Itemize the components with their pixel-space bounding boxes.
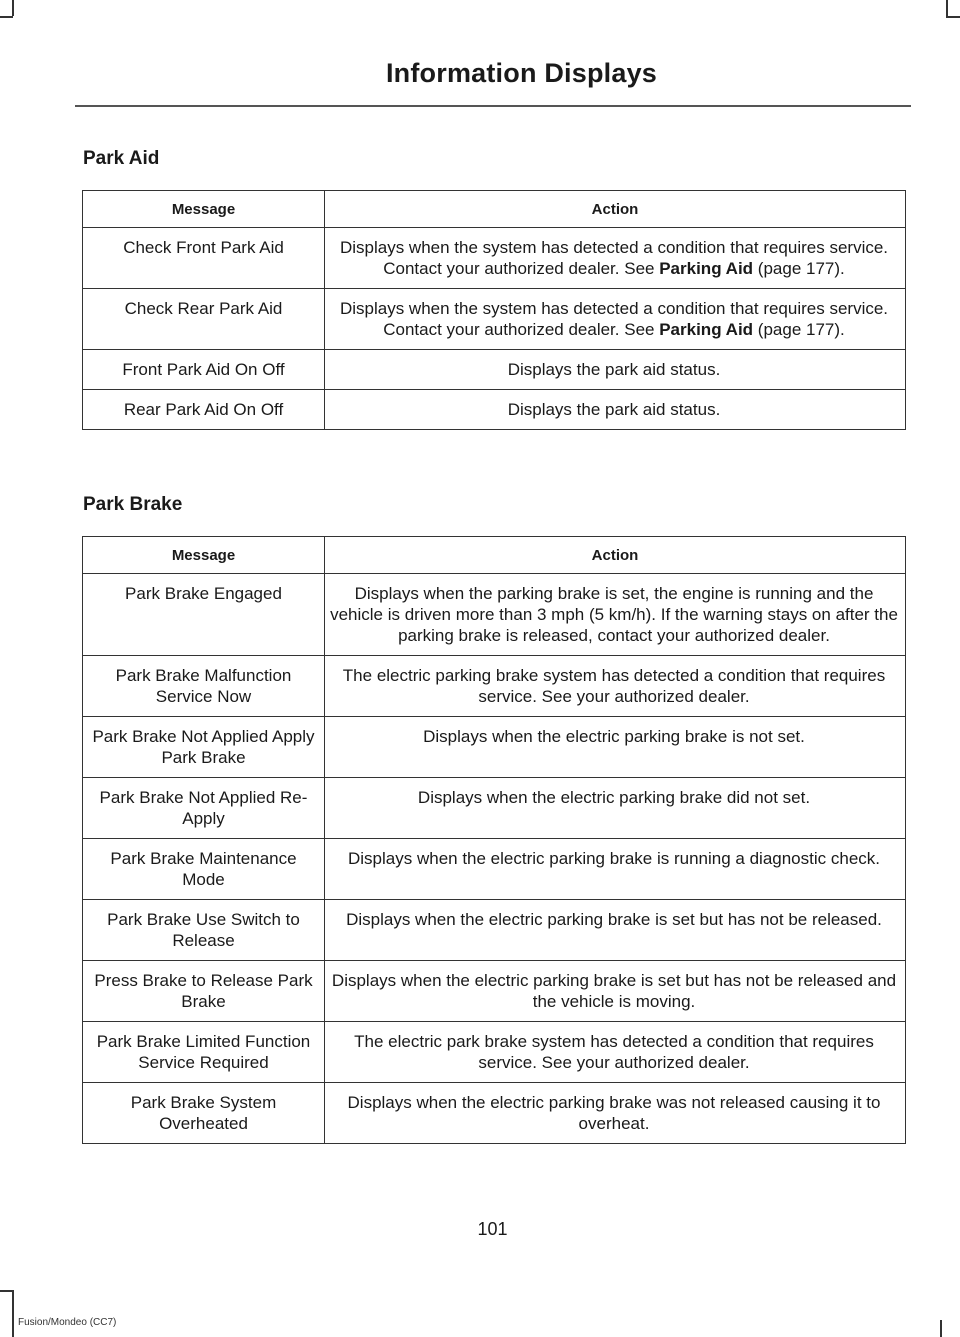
message-cell: Park Brake Not Applied Re-Apply [83,778,325,839]
column-header-message: Message [83,191,325,228]
action-text: Displays when the system has detected a condition that requires service. Contact your authorized dealer. See [339,299,889,339]
page-header-title: Information Displays [385,58,657,88]
table-row [83,656,906,717]
table-row [83,717,906,778]
action-cell: Displays when the electric parking brake is set but has not be released and the vehicle is moving. [325,961,906,1022]
action-cell: Displays when the parking brake is set, the engine is running and the vehicle is driven more than 3 mph (5 km/h). If the warning stays on after the parking brake is released, contact your authorized dealer. [325,574,906,656]
crop-mark-top-right-h [946,16,960,18]
crop-mark-bottom-right [940,1320,942,1337]
table-header-row [83,537,906,574]
action-cell: Displays the park aid status. [325,390,906,430]
table-row [83,1022,906,1083]
message-cell: Park Brake Maintenance Mode [83,839,325,900]
message-cell: Park Brake Use Switch to Release [83,900,325,961]
crop-mark-bottom-left-h [0,1290,13,1292]
crop-mark-bottom-left [12,1290,14,1337]
action-cell: Displays when the electric parking brake is set but has not be released. [325,900,906,961]
message-cell: Rear Park Aid On Off [83,390,325,430]
action-cell: Displays when the electric parking brake did not set. [325,778,906,839]
column-header-message: Message [83,537,325,574]
message-cell: Check Rear Park Aid [83,289,325,350]
message-cell: Check Front Park Aid [83,228,325,289]
crop-mark-top-right [946,0,948,16]
message-cell: Press Brake to Release Park Brake [83,961,325,1022]
park-aid-table [82,190,906,430]
action-cell: Displays when the electric parking brake is not set. [325,717,906,778]
message-cell: Park Brake Not Applied Apply Park Brake [83,717,325,778]
table-row [83,574,906,656]
column-header-action: Action [325,191,906,228]
park-brake-section-title: Park Brake [83,494,183,515]
park-aid-section-title: Park Aid [83,148,160,169]
crop-mark-top-left-h [0,16,13,18]
table-row [83,839,906,900]
message-cell: Park Brake Limited Function Service Required [83,1022,325,1083]
table-row [83,350,906,390]
page-reference: (page 177). [757,259,845,278]
action-text: Displays when the system has detected a condition that requires service. Contact your authorized dealer. See [339,238,889,278]
message-cell: Park Brake Malfunction Service Now [83,656,325,717]
action-cell: Displays when the electric parking brake was not released causing it to overheat. [325,1083,906,1144]
table-header-row [83,191,906,228]
park-brake-table [82,536,906,1144]
table-row [83,289,906,350]
column-header-action: Action [325,537,906,574]
table-row [83,1083,906,1144]
message-cell: Park Brake Engaged [83,574,325,656]
action-cell: The electric parking brake system has detected a condition that requires service. See your authorized dealer. [325,656,906,717]
cross-reference-link[interactable]: Parking Aid [659,320,754,339]
page-reference: (page 177). [757,320,845,339]
page-number: 101 [477,1219,508,1239]
action-cell: Displays when the electric parking brake is running a diagnostic check. [325,839,906,900]
action-cell: Displays the park aid status. [325,350,906,390]
header-divider [75,105,911,107]
table-row [83,390,906,430]
cross-reference-link[interactable]: Parking Aid [659,259,754,278]
message-cell: Park Brake System Overheated [83,1083,325,1144]
action-cell [325,289,906,350]
message-cell: Front Park Aid On Off [83,350,325,390]
table-row [83,228,906,289]
table-row [83,900,906,961]
action-cell: The electric park brake system has detected a condition that requires service. See your authorized dealer. [325,1022,906,1083]
table-row [83,778,906,839]
table-row [83,961,906,1022]
crop-mark-top-left [12,0,14,16]
action-cell [325,228,906,289]
footer-model-label: Fusion/Mondeo (CC7) [18,1317,117,1328]
